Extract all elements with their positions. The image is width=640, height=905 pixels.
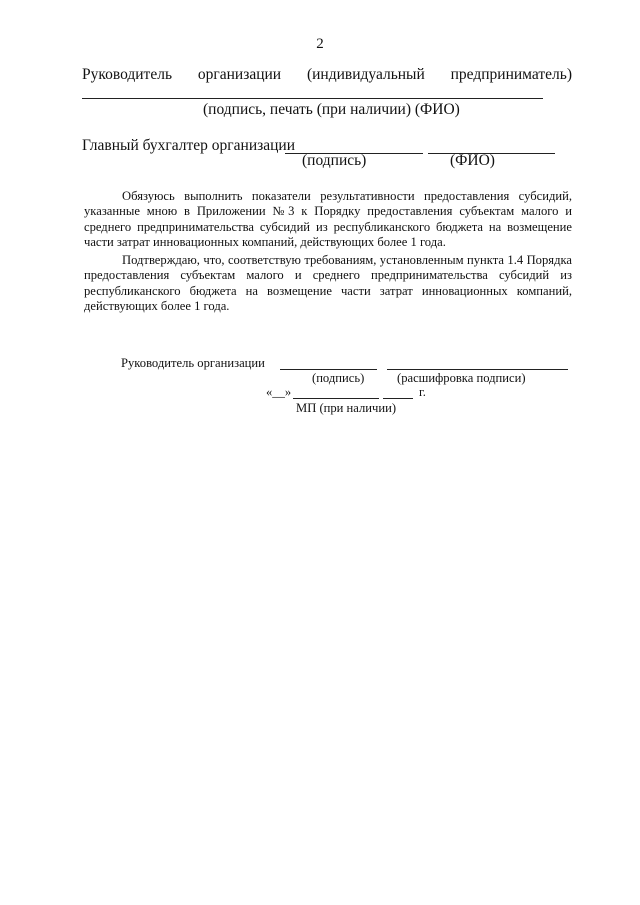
- chief-signature-caption: (подпись): [302, 152, 367, 169]
- manager-decode-caption: (расшифровка подписи): [397, 371, 526, 385]
- head-word-1: Руководитель: [82, 66, 173, 83]
- page-number: 2: [316, 36, 324, 52]
- head-word-4: предприниматель): [450, 66, 572, 83]
- manager-decode-blank: [387, 369, 568, 370]
- confirmation-paragraph: Подтверждаю, что, соответствую требованиям, установленным пункта 1.4 Порядка предоставления субъектам малого и среднего предпринимательства субсидий из республиканского бюджета на возмещение части затрат инновационных компаний, действующих более 1 года.: [84, 253, 572, 314]
- head-signature-blank: [82, 98, 543, 99]
- date-day: «__»: [266, 385, 292, 399]
- chief-fio-caption: (ФИО): [450, 152, 495, 169]
- date-month-blank: [293, 398, 379, 399]
- head-signature-caption: (подпись, печать (при наличии) (ФИО): [203, 101, 460, 118]
- head-word-3: (индивидуальный: [306, 66, 425, 83]
- head-word-2: организации: [197, 66, 282, 83]
- manager-label: Руководитель организации: [121, 356, 265, 370]
- stamp-note: МП (при наличии): [296, 401, 397, 415]
- chief-accountant-label: Главный бухгалтер организации: [82, 137, 296, 154]
- date-year-suffix: г.: [419, 385, 426, 399]
- date-year-blank: [383, 398, 413, 399]
- head-signature-line: [82, 66, 572, 84]
- manager-signature-caption: (подпись): [312, 371, 365, 385]
- manager-signature-blank: [280, 369, 377, 370]
- obligation-paragraph: Обязуюсь выполнить показатели результативности предоставления субсидий, указанные мною в Приложении №3 к Порядку предоставления субъектам малого и среднего предпринимательства субсидий из республиканского бюджета на возмещение части затрат инновационных компаний, действующих более 1 года.: [84, 189, 572, 250]
